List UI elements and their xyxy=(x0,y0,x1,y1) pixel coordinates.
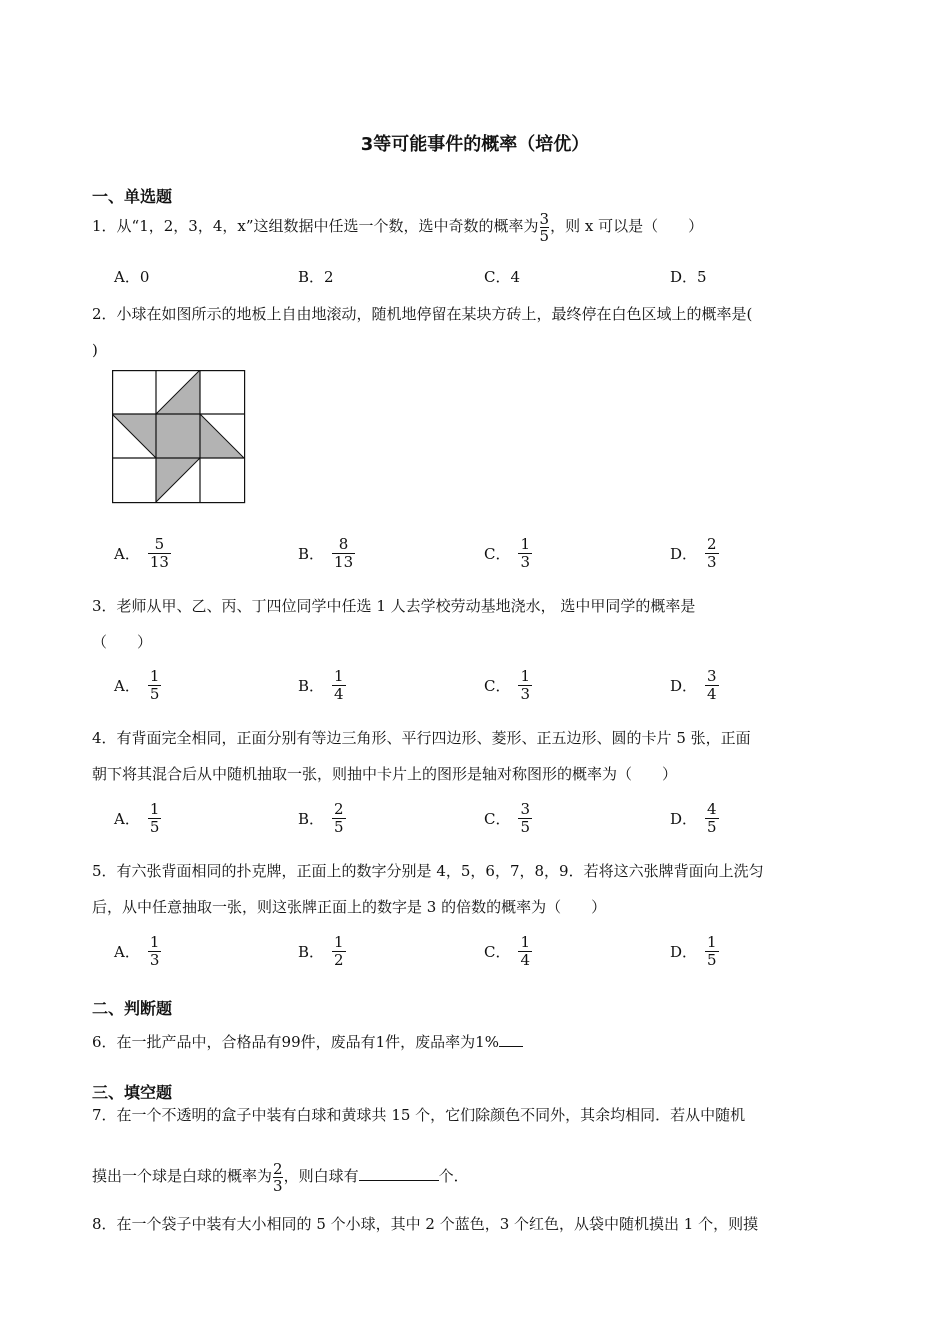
option-a[interactable] xyxy=(114,668,161,703)
fraction-numerator: 3 xyxy=(520,800,531,818)
option-fraction xyxy=(148,801,162,836)
option-letter: C． xyxy=(484,545,511,563)
section-heading-fill-in: 三、填空题 xyxy=(92,1083,173,1102)
option-letter: C． xyxy=(484,268,511,286)
option-letter: C． xyxy=(484,677,511,695)
answer-blank[interactable] xyxy=(499,1030,523,1047)
option-letter: B． xyxy=(298,943,325,961)
shaded-top-triangle xyxy=(156,370,200,414)
option-fraction xyxy=(705,668,719,703)
question-5-line-1: 5．有六张背面相同的扑克牌，正面上的数字分别是 4，5，6，7，8，9．若将这六张牌背面向上洗匀 xyxy=(92,862,764,880)
fraction-denominator: 5 xyxy=(539,226,550,245)
question-7-line-2-pre: 摸出一个球是白球的概率为 xyxy=(92,1167,273,1185)
question-4-line-2: 朝下将其混合后从中随机抽取一张，则抽中卡片上的图形是轴对称图形的概率为（ ） xyxy=(92,765,678,783)
question-5-line-2: 后，从中任意抽取一张，则这张牌正面上的数字是 3 的倍数的概率为（ ） xyxy=(92,898,607,916)
option-a[interactable] xyxy=(114,266,149,287)
option-fraction xyxy=(518,668,532,703)
option-a[interactable] xyxy=(114,536,171,571)
fraction-numerator: 1 xyxy=(520,667,531,685)
option-d[interactable] xyxy=(670,934,719,969)
option-b[interactable] xyxy=(298,266,334,287)
fraction-denominator: 2 xyxy=(334,951,344,969)
page-title: 3等可能事件的概率（培优） xyxy=(360,134,590,155)
question-2-line-2: ) xyxy=(92,341,98,359)
fraction-numerator: 4 xyxy=(707,800,717,818)
question-7-fraction xyxy=(273,1161,283,1194)
option-fraction xyxy=(518,934,532,969)
fraction-denominator: 3 xyxy=(149,951,160,969)
question-3 xyxy=(92,588,862,660)
section-heading-single-choice: 一、单选题 xyxy=(92,187,173,206)
option-d[interactable] xyxy=(670,668,719,703)
option-text: 4 xyxy=(510,267,521,286)
option-text: 5 xyxy=(697,267,707,286)
shaded-right-triangle xyxy=(200,414,244,458)
option-text: 0 xyxy=(139,267,150,286)
option-c[interactable] xyxy=(484,266,520,287)
fraction-denominator: 3 xyxy=(273,1176,283,1195)
option-letter: B． xyxy=(298,810,325,828)
option-c[interactable] xyxy=(484,668,532,703)
option-letter: B． xyxy=(298,268,325,286)
option-letter: A． xyxy=(114,810,140,828)
fraction-numerator: 3 xyxy=(539,209,550,228)
shaded-center-square xyxy=(156,414,200,458)
answer-blank[interactable] xyxy=(359,1164,439,1181)
fraction-numerator: 5 xyxy=(154,535,165,553)
option-letter: A． xyxy=(114,677,140,695)
fraction-denominator: 4 xyxy=(520,951,531,969)
option-letter: A． xyxy=(114,268,140,286)
option-a[interactable] xyxy=(114,801,161,836)
option-fraction xyxy=(332,934,346,969)
question-1-text-post: ，则 x 可以是（ ） xyxy=(550,217,704,235)
option-text: 2 xyxy=(324,267,334,286)
option-fraction xyxy=(332,668,346,703)
question-7-line-2-row xyxy=(92,1158,862,1194)
option-b[interactable] xyxy=(298,801,346,836)
shaded-bottom-triangle xyxy=(156,458,200,502)
question-8 xyxy=(92,1206,862,1242)
question-2-line-1: 2．小球在如图所示的地板上自由地滚动，随机地停留在某块方砖上，最终停在白色区域上的概率是( xyxy=(92,305,753,323)
fraction-denominator: 5 xyxy=(149,685,160,703)
question-6-text: 6．在一批产品中，合格品有99件，废品有1件，废品率为1% xyxy=(92,1033,499,1051)
question-1-fraction xyxy=(540,211,550,244)
option-fraction xyxy=(332,801,346,836)
option-letter: A． xyxy=(114,943,140,961)
option-a[interactable] xyxy=(114,934,161,969)
option-fraction xyxy=(332,536,355,571)
question-3-line-1: 3．老师从甲、乙、丙、丁四位同学中任选 1 人去学校劳动基地浇水， 选中甲同学的概率是 xyxy=(92,597,696,615)
option-b[interactable] xyxy=(298,934,346,969)
question-7 xyxy=(92,1097,862,1133)
question-7-line-2-mid: ，则白球有 xyxy=(283,1167,359,1185)
fraction-numerator: 1 xyxy=(149,667,160,685)
question-2 xyxy=(92,296,862,368)
option-fraction xyxy=(518,801,532,836)
fraction-denominator: 3 xyxy=(520,553,531,571)
fraction-denominator: 3 xyxy=(707,553,717,571)
fraction-denominator: 5 xyxy=(707,951,717,969)
fraction-numerator: 3 xyxy=(707,667,717,685)
question-1 xyxy=(92,208,862,244)
question-4 xyxy=(92,720,862,792)
fraction-numerator: 2 xyxy=(334,800,344,818)
question-8-line-1: 8．在一个袋子中装有大小相同的 5 个小球，其中 2 个蓝色，3 个红色，从袋中随机摸出 1 个，则摸 xyxy=(92,1215,759,1233)
option-letter: D． xyxy=(670,545,698,563)
option-letter: C． xyxy=(484,943,511,961)
question-7-line-2-post: 个． xyxy=(438,1167,469,1185)
question-3-line-2: （ ） xyxy=(92,633,153,651)
fraction-denominator: 13 xyxy=(334,553,354,571)
section-heading-true-false: 二、判断题 xyxy=(92,999,173,1018)
option-c[interactable] xyxy=(484,801,532,836)
option-b[interactable] xyxy=(298,668,346,703)
fraction-numerator: 1 xyxy=(149,800,160,818)
option-d[interactable] xyxy=(670,801,719,836)
option-letter: D． xyxy=(670,810,698,828)
fraction-numerator: 1 xyxy=(520,535,531,553)
option-fraction xyxy=(705,536,719,571)
option-c[interactable] xyxy=(484,536,532,571)
shaded-left-triangle xyxy=(112,414,156,458)
fraction-numerator: 1 xyxy=(707,933,717,951)
option-letter: C． xyxy=(484,810,511,828)
floor-tile-figure xyxy=(112,370,246,504)
option-letter: D． xyxy=(670,943,698,961)
fraction-numerator: 2 xyxy=(707,535,717,553)
fraction-numerator: 2 xyxy=(273,1159,283,1178)
fraction-denominator: 5 xyxy=(334,818,344,836)
option-b[interactable] xyxy=(298,536,355,571)
fraction-denominator: 5 xyxy=(149,818,160,836)
fraction-denominator: 4 xyxy=(707,685,717,703)
question-1-text-pre: 1．从“1，2，3，4，x”这组数据中任选一个数，选中奇数的概率为 xyxy=(92,217,539,235)
option-fraction xyxy=(518,536,532,571)
fraction-numerator: 1 xyxy=(334,667,344,685)
option-d[interactable] xyxy=(670,266,707,287)
fraction-denominator: 3 xyxy=(520,685,531,703)
option-fraction xyxy=(148,536,171,571)
option-fraction xyxy=(148,934,162,969)
option-fraction xyxy=(705,934,719,969)
fraction-denominator: 13 xyxy=(149,553,169,571)
option-letter: D． xyxy=(670,268,698,286)
option-letter: D． xyxy=(670,677,698,695)
option-letter: B． xyxy=(298,677,325,695)
fraction-numerator: 1 xyxy=(520,933,531,951)
fraction-denominator: 5 xyxy=(520,818,531,836)
fraction-denominator: 5 xyxy=(707,818,717,836)
fraction-numerator: 1 xyxy=(149,933,160,951)
option-letter: A． xyxy=(114,545,140,563)
question-6 xyxy=(92,1024,862,1060)
question-5 xyxy=(92,853,862,925)
option-c[interactable] xyxy=(484,934,532,969)
option-letter: B． xyxy=(298,545,325,563)
option-fraction xyxy=(148,668,162,703)
fraction-numerator: 1 xyxy=(334,933,344,951)
question-7-line-1: 7．在一个不透明的盒子中装有白球和黄球共 15 个，它们除颜色不同外，其余均相同．若从中随机 xyxy=(92,1106,746,1124)
fraction-denominator: 4 xyxy=(334,685,344,703)
fraction-numerator: 8 xyxy=(338,535,349,553)
option-fraction xyxy=(705,801,719,836)
question-4-line-1: 4．有背面完全相同，正面分别有等边三角形、平行四边形、菱形、正五边形、圆的卡片 5 张，正面 xyxy=(92,729,751,747)
option-d[interactable] xyxy=(670,536,719,571)
